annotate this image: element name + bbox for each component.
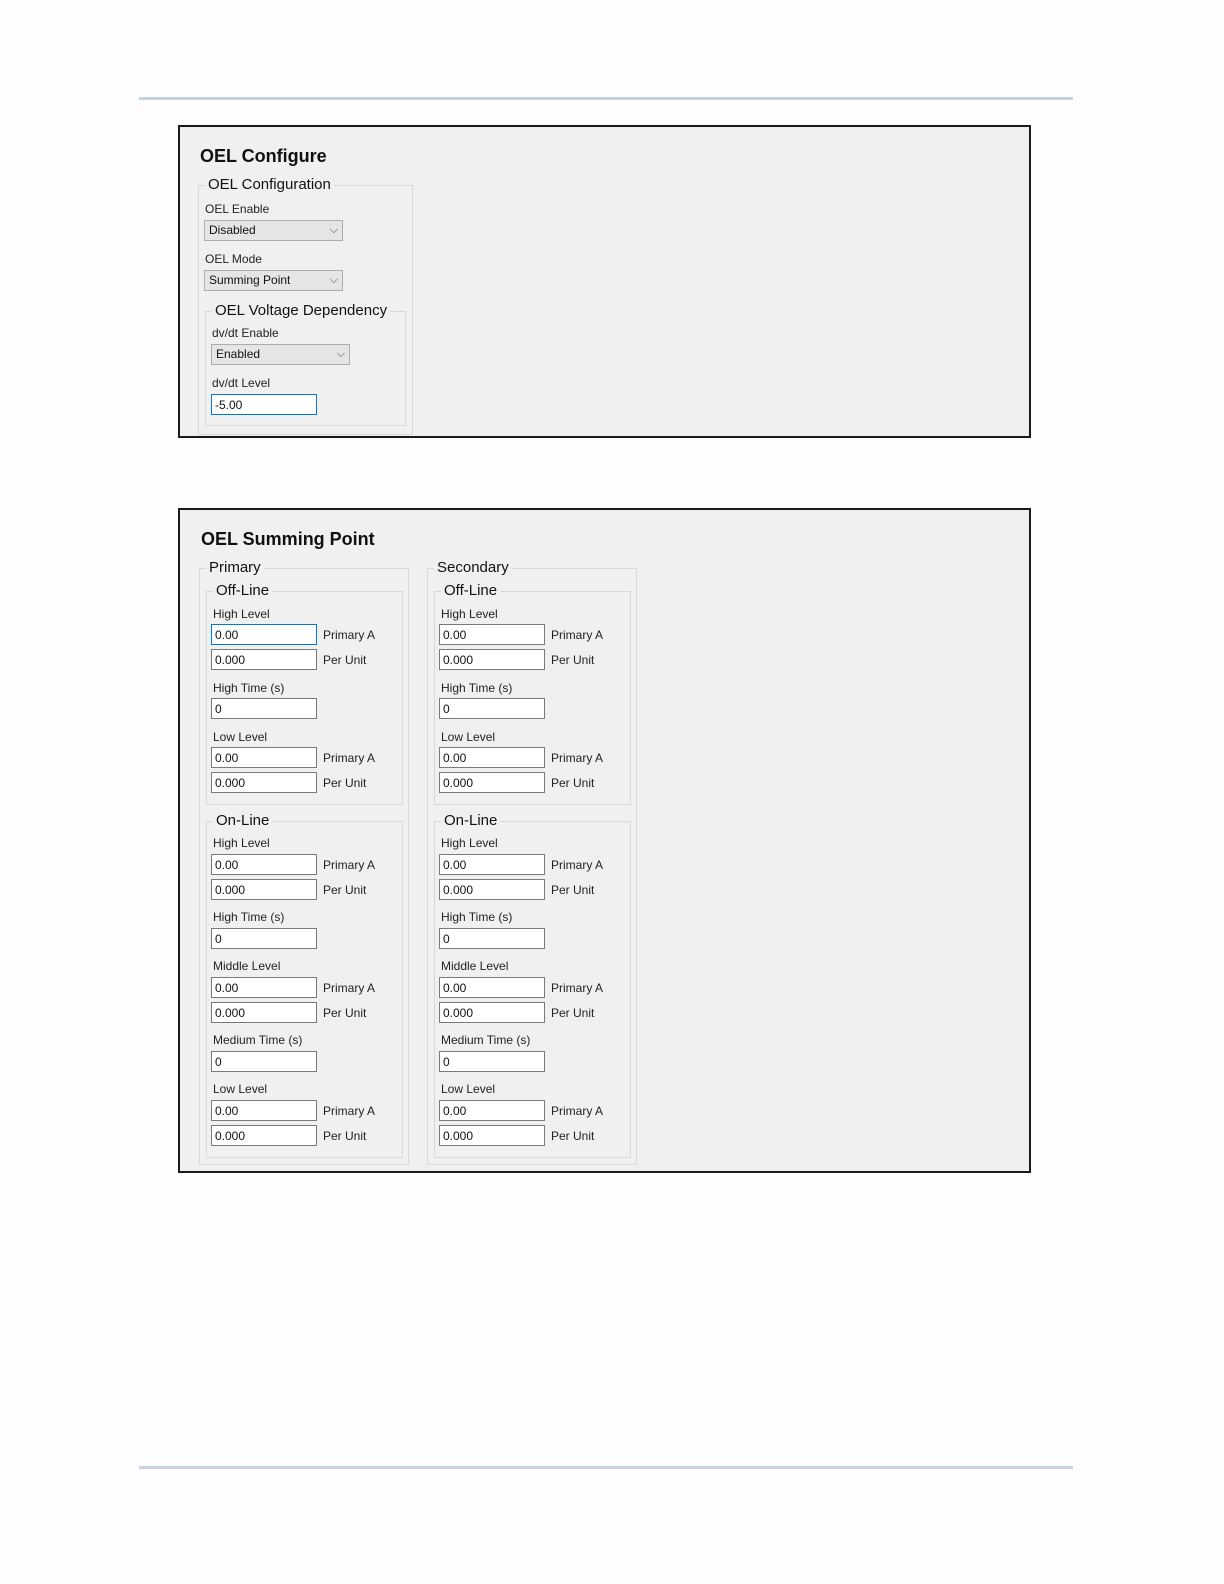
group-title: On-Line [213,812,272,830]
primary-online-group [206,812,403,1158]
high-level-label: High Level [213,836,270,850]
low-level-label: Low Level [213,1082,268,1096]
secondary-online-group [434,812,631,1158]
medium-time-label: Medium Time (s) [441,1033,531,1047]
high-time-label: High Time (s) [441,681,513,695]
medium-time-label: Medium Time (s) [213,1033,303,1047]
chevron-down-icon: ⌵ [336,348,345,360]
unit-label: Primary A [323,628,376,642]
unit-label: Primary A [323,858,376,872]
oel-configure-panel [178,125,1031,438]
unit-label: Per Unit [323,776,367,790]
unit-label: Primary A [551,981,604,995]
high-level-pu-input[interactable] [439,649,545,670]
oel-enable-label: OEL Enable [205,202,270,216]
high-level-label: High Level [441,836,498,850]
unit-label: Primary A [323,751,376,765]
medium-time-input[interactable] [439,1051,545,1072]
low-level-pu-input[interactable] [439,772,545,793]
unit-label: Primary A [323,981,376,995]
low-level-label: Low Level [441,730,496,744]
unit-label: Per Unit [551,1129,595,1143]
group-title: Primary [206,559,264,577]
group-title: Off-Line [441,582,500,600]
group-title: Off-Line [213,582,272,600]
oel-enable-select[interactable] [204,220,343,241]
high-level-pu-input[interactable] [211,879,317,900]
high-level-amps-input[interactable] [211,624,317,645]
primary-offline-group [206,582,403,805]
low-level-amps-input[interactable] [211,747,317,768]
unit-label: Primary A [551,1104,604,1118]
top-divider [139,97,1073,100]
unit-label: Per Unit [551,653,595,667]
dvdt-level-label: dv/dt Level [212,376,271,390]
high-level-label: High Level [213,607,270,621]
group-title: OEL Voltage Dependency [212,302,390,320]
oel-voltage-dependency-group [205,302,406,426]
unit-label: Primary A [323,1104,376,1118]
select-value: Disabled [209,223,256,237]
low-level-label: Low Level [441,1082,496,1096]
dvdt-level-input[interactable] [211,394,317,415]
secondary-offline-group [434,582,631,805]
group-title: OEL Configuration [205,176,334,194]
unit-label: Per Unit [551,776,595,790]
oel-mode-label: OEL Mode [205,252,262,266]
high-level-amps-input[interactable] [211,854,317,875]
low-level-label: Low Level [213,730,268,744]
high-time-input[interactable] [439,698,545,719]
high-time-input[interactable] [211,928,317,949]
low-level-pu-input[interactable] [439,1125,545,1146]
high-level-pu-input[interactable] [211,649,317,670]
dvdt-enable-label: dv/dt Enable [212,326,279,340]
high-time-label: High Time (s) [441,910,513,924]
dvdt-enable-select[interactable] [211,344,350,365]
medium-time-input[interactable] [211,1051,317,1072]
high-time-input[interactable] [439,928,545,949]
unit-label: Per Unit [323,653,367,667]
middle-level-amps-input[interactable] [439,977,545,998]
high-time-label: High Time (s) [213,681,285,695]
high-time-input[interactable] [211,698,317,719]
oel-configuration-group [198,176,413,435]
group-title: Secondary [434,559,512,577]
panel-title: OEL Summing Point [201,529,375,549]
select-value: Enabled [216,347,261,361]
chevron-down-icon: ⌵ [329,224,338,236]
oel-mode-select[interactable] [204,270,343,291]
middle-level-pu-input[interactable] [211,1002,317,1023]
panel-title: OEL Configure [200,146,327,166]
middle-level-label: Middle Level [441,959,509,973]
high-level-amps-input[interactable] [439,854,545,875]
unit-label: Primary A [551,858,604,872]
select-value: Summing Point [209,273,291,287]
high-level-pu-input[interactable] [439,879,545,900]
middle-level-pu-input[interactable] [439,1002,545,1023]
middle-level-label: Middle Level [213,959,281,973]
high-level-label: High Level [441,607,498,621]
high-time-label: High Time (s) [213,910,285,924]
unit-label: Per Unit [323,1129,367,1143]
unit-label: Per Unit [551,883,595,897]
low-level-amps-input[interactable] [211,1100,317,1121]
oel-summing-point-panel [178,508,1031,1173]
unit-label: Per Unit [323,1006,367,1020]
unit-label: Per Unit [551,1006,595,1020]
unit-label: Per Unit [323,883,367,897]
low-level-pu-input[interactable] [211,1125,317,1146]
secondary-group [427,559,637,1165]
low-level-amps-input[interactable] [439,1100,545,1121]
unit-label: Primary A [551,628,604,642]
high-level-amps-input[interactable] [439,624,545,645]
unit-label: Primary A [551,751,604,765]
low-level-amps-input[interactable] [439,747,545,768]
low-level-pu-input[interactable] [211,772,317,793]
group-title: On-Line [441,812,500,830]
chevron-down-icon: ⌵ [329,274,338,286]
primary-group [199,559,409,1165]
middle-level-amps-input[interactable] [211,977,317,998]
bottom-divider [139,1466,1073,1469]
